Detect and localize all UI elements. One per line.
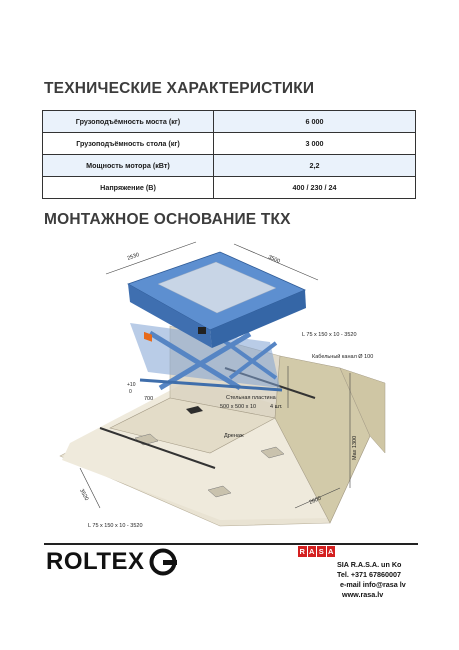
rasa-letter: A bbox=[328, 547, 334, 556]
dim-width-label: 2530 bbox=[126, 252, 141, 262]
footer-divider bbox=[44, 543, 418, 545]
max-depth-label: Max 1300 bbox=[352, 435, 358, 460]
dim-700-label: 700 bbox=[144, 396, 154, 402]
spec-label: Грузоподъёмность стола (кг) bbox=[43, 133, 214, 155]
dim-length-label: 3500 bbox=[267, 254, 281, 265]
brand-name: ROLTEX bbox=[46, 548, 145, 575]
cable-channel-label: Кабельный канал Ø 100 bbox=[312, 354, 374, 360]
spec-value: 6 000 bbox=[214, 111, 416, 133]
company-email: e-mail info@rasa lv bbox=[340, 580, 406, 589]
plates-count-label: 4 шт. bbox=[270, 404, 283, 410]
tolerance-bottom-label: 0 bbox=[129, 389, 132, 395]
table-row bbox=[43, 177, 416, 199]
spec-value: 3 000 bbox=[214, 133, 416, 155]
spec-label: Грузоподъёмность моста (кг) bbox=[43, 111, 214, 133]
beam-bottom-label: L 75 x 150 x 10 - 3520 bbox=[88, 523, 143, 529]
plates-label: Стельная пластина bbox=[226, 395, 276, 401]
roltex-logo bbox=[46, 548, 179, 576]
tolerance-top-label: +10 bbox=[127, 382, 136, 388]
rasa-logo bbox=[298, 546, 336, 557]
company-phone: Tel. +371 67860007 bbox=[337, 570, 402, 579]
spec-value: 400 / 230 / 24 bbox=[214, 177, 416, 199]
beam-top-label: L 75 x 150 x 10 - 3520 bbox=[302, 332, 357, 338]
table-row bbox=[43, 133, 416, 155]
dim-depth-left-label: 3520 bbox=[78, 488, 90, 502]
dim-depth-right-label: 2600 bbox=[308, 495, 323, 506]
spec-value: 2,2 bbox=[214, 155, 416, 177]
table-row bbox=[43, 111, 416, 133]
drain-label: Дренаж bbox=[224, 433, 244, 439]
rasa-letter: R bbox=[299, 547, 305, 556]
spec-section-title: ТЕХНИЧЕСКИЕ ХАРАКТЕРИСТИКИ bbox=[44, 80, 315, 97]
table-row bbox=[43, 155, 416, 177]
company-website: www.rasa.lv bbox=[342, 590, 384, 599]
spec-label: Напряжение (В) bbox=[43, 177, 214, 199]
rasa-letter: S bbox=[318, 547, 324, 556]
plates-size-label: 500 x 500 x 10 bbox=[220, 404, 257, 410]
spec-label: Мощность мотора (кВт) bbox=[43, 155, 214, 177]
company-name: SIA R.A.S.A. un Ko bbox=[337, 560, 402, 569]
roltex-emblem-icon bbox=[149, 548, 179, 576]
installation-drawing bbox=[40, 238, 420, 533]
spec-table bbox=[42, 110, 416, 199]
rasa-letter: A bbox=[309, 547, 315, 556]
installation-section-title: МОНТАЖНОЕ ОСНОВАНИЕ ТКХ bbox=[44, 211, 291, 228]
